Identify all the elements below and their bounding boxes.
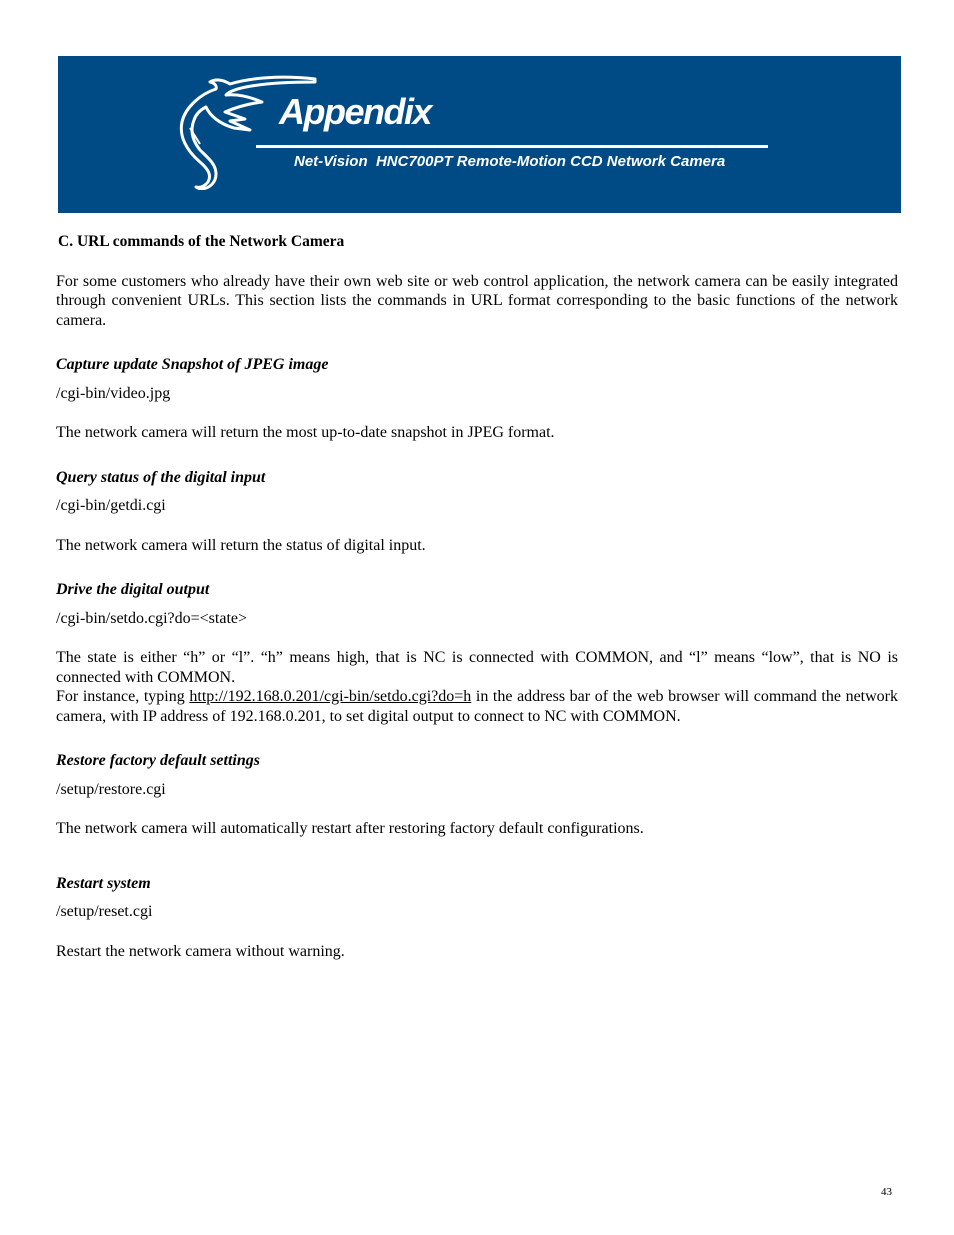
command-heading-digital-output: Drive the digital output [56, 581, 210, 598]
command-heading-restore: Restore factory default settings [56, 752, 260, 769]
command-heading-snapshot: Capture update Snapshot of JPEG image [56, 356, 329, 373]
command-url-restore: /setup/restore.cgi [56, 780, 166, 798]
command-description-snapshot: The network camera will return the most up-to-date snapshot in JPEG format. [56, 424, 555, 441]
page-number: 43 [881, 1186, 892, 1198]
appendix-title: Appendix [279, 91, 432, 132]
example-prefix: For instance, typing [56, 688, 190, 705]
command-description-digital-input: The network camera will return the status of digital input. [56, 536, 426, 554]
command-example-digital-output [56, 687, 898, 726]
command-url-digital-input: /cgi-bin/getdi.cgi [56, 497, 166, 514]
example-link[interactable]: http://192.168.0.201/cgi-bin/setdo.cgi?do=h [189, 688, 472, 705]
command-url-snapshot: /cgi-bin/video.jpg [56, 384, 171, 402]
section-title: C. URL commands of the Network Camera [58, 233, 345, 250]
command-description-restart: Restart the network camera without warning. [56, 942, 345, 960]
banner-divider [256, 145, 768, 148]
command-heading-digital-input: Query status of the digital input [56, 468, 266, 486]
command-url-restart: /setup/reset.cgi [56, 903, 153, 920]
intro-paragraph: For some customers who already have their own web site or web control application, the network camera can be easily integrated through convenient URLs. This section lists the commands in URL format corresponding to the basic functions of the network camera. [56, 272, 898, 329]
appendix-banner [58, 56, 901, 213]
example-suffix: in the address bar of the web browser will command the network camera, with IP address of 192.168.0.201, to set digital output to connect to NC with COMMON. [56, 688, 899, 725]
command-heading-restart: Restart system [56, 874, 151, 892]
command-url-digital-output: /cgi-bin/setdo.cgi?do=<state> [56, 609, 248, 627]
document-body [56, 232, 898, 961]
product-subtitle: Net-Vision HNC700PT Remote-Motion CCD Network Camera [294, 153, 726, 170]
command-description-restore: The network camera will automatically restart after restoring factory default configurations. [56, 820, 644, 837]
command-description-digital-output: The state is either “h” or “l”. “h” means high, that is NC is connected with COMMON, and “l” means “low”, that is NO is connected with COMMON. [56, 649, 898, 686]
